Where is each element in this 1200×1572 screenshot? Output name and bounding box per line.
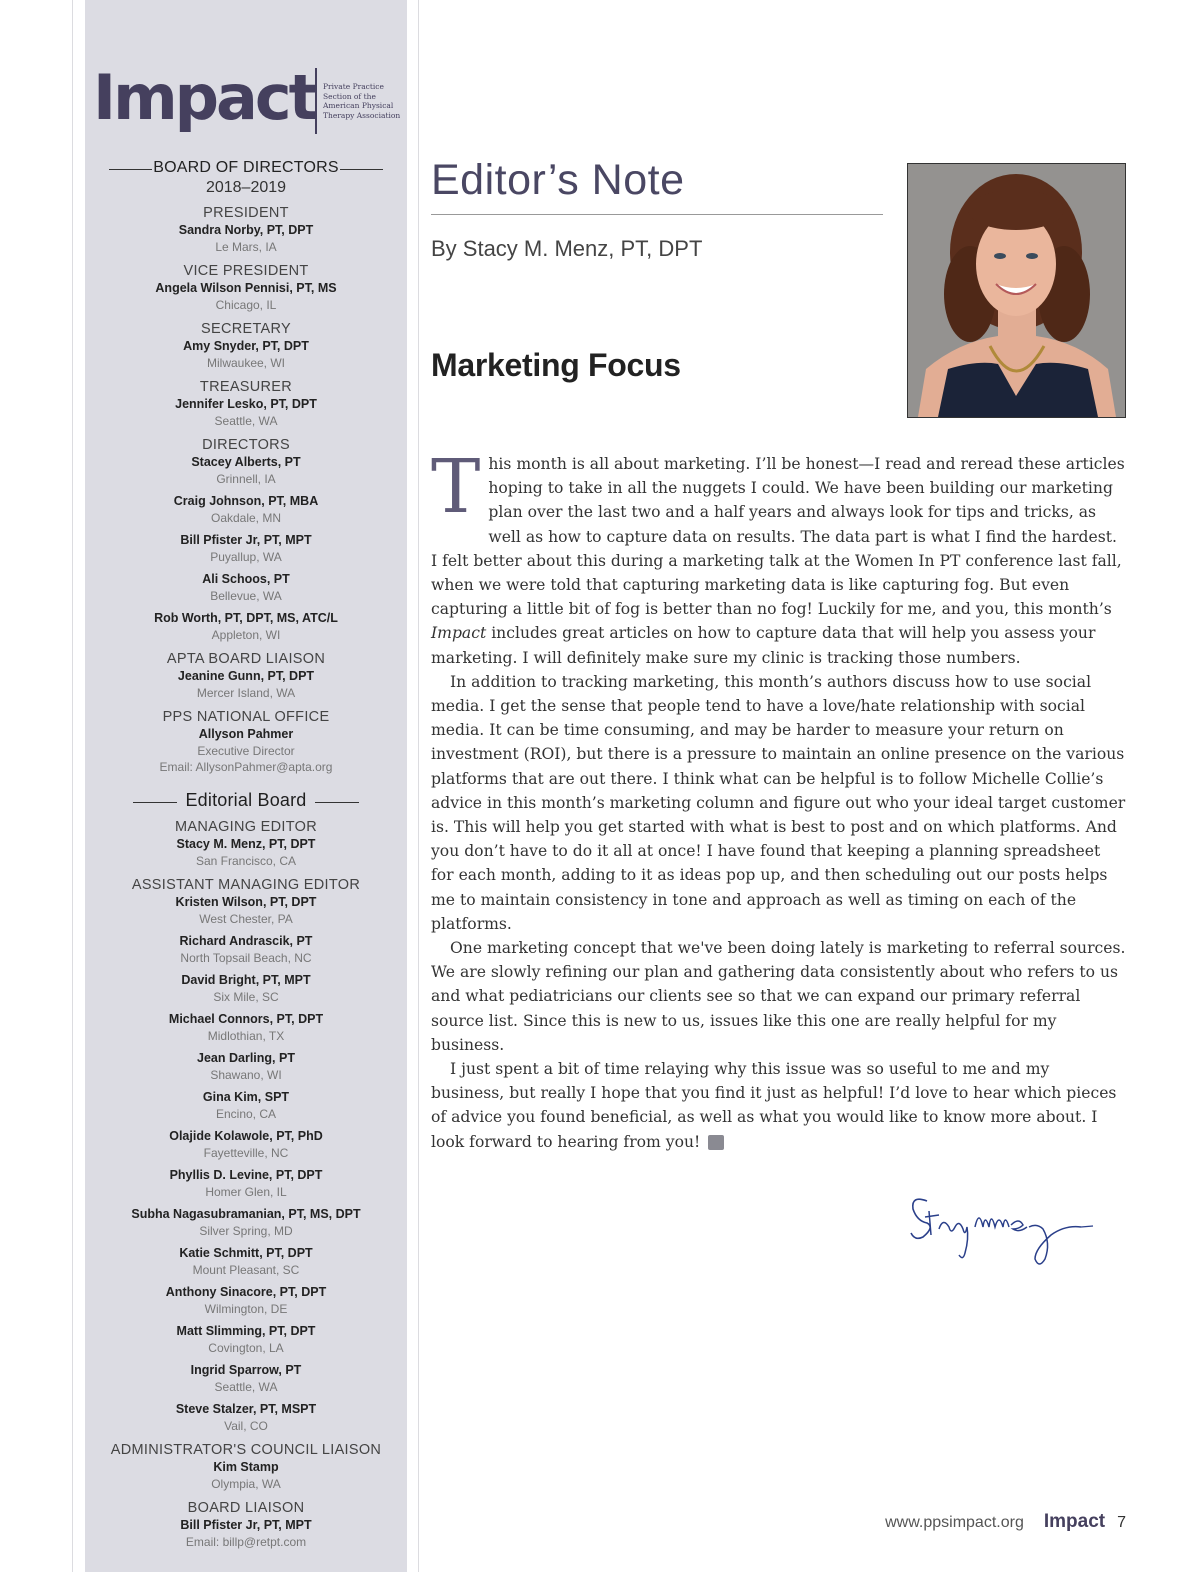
member-name: Rob Worth, PT, DPT, MS, ATC/L (154, 611, 338, 625)
board-list (85, 159, 407, 775)
paragraph: I just spent a bit of time relaying why this issue was so useful to me and my business, but really I hope that you find it just as helpful! I’d love to hear which pieces of advice you found beneficial, as well as what you would like to know more about. I look forward to hearing from you! I (431, 1060, 1117, 1151)
role-apta-liaison: APTA BOARD LIAISON (166, 651, 326, 667)
member-location: Vail, CO (224, 1419, 268, 1433)
member-name: Angela Wilson Pennisi, PT, MS (155, 281, 337, 295)
member-name: Anthony Sinacore, PT, DPT (165, 1285, 327, 1299)
footer-url[interactable]: www.ppsimpact.org (885, 1514, 1024, 1531)
member-location: Seattle, WA (214, 414, 278, 428)
member-location: Silver Spring, MD (199, 1224, 293, 1238)
column-rule (418, 0, 419, 1572)
page-footer (431, 1511, 1126, 1533)
member-name: Kim Stamp (213, 1460, 279, 1474)
signature (905, 1183, 1105, 1273)
member-location: Mount Pleasant, SC (192, 1263, 300, 1277)
member-location: Oakdale, MN (210, 511, 282, 525)
member-location: West Chester, PA (199, 912, 293, 926)
member-name: Sandra Norby, PT, DPT (178, 223, 314, 237)
left-margin-rule (72, 0, 73, 1572)
member-name: Richard Andrascik, PT (179, 934, 313, 948)
page-title: Editor’s Note (431, 156, 685, 204)
member-name: Bill Pfister Jr, PT, MPT (180, 533, 312, 547)
member-name: Michael Connors, PT, DPT (168, 1012, 324, 1026)
member-location: Le Mars, IA (215, 240, 277, 254)
member-title: Executive Director (197, 744, 295, 758)
logo-tagline: Private Practice Section of the American Physical Therapy Association (323, 82, 401, 120)
paragraph: One marketing concept that we've been doing lately is marketing to referral sources. We are slowly refining our plan and gathering data consistently about who refers to us and what pediatricians our clients see so that we can expand our primary referral source list. Since this is new to us, issues like this one are really helpful for my business. (431, 939, 1126, 1054)
member-location: North Topsail Beach, NC (180, 951, 312, 965)
member-name: Ingrid Sparrow, PT (190, 1363, 302, 1377)
member-location: San Francisco, CA (195, 854, 297, 868)
member-location: Seattle, WA (214, 1380, 278, 1394)
member-location: Encino, CA (215, 1107, 277, 1121)
logo-wordmark: Impact (93, 61, 316, 134)
end-mark-icon: I (708, 1135, 724, 1150)
title-divider (431, 214, 883, 215)
paragraph: In addition to tracking marketing, this month’s authors discuss how to use social media. I get the sense that people tend to have a love/hate relationship with social media. It can be time consuming, and may be harder to measure your return on investment (ROI), but there is a pressure to maintain an online presence on the various platforms that are out there. I think what can be helpful is to follow Michelle Collie’s advice in this month’s marketing column and figure out who your ideal target customer is. This will help you get started with what is best to post and on which platforms. And you don’t have to do it all at once! I have found that keeping a planning spreadsheet for each month, adding to it as ideas pop up, and then scheduling out our posts helps me to maintain consistency in tone and approach as well as timing on each of the platforms. (431, 672, 1126, 933)
role-assistant-managing-editor: ASSISTANT MANAGING EDITOR (131, 877, 361, 893)
member-name: Bill Pfister Jr, PT, MPT (180, 1518, 312, 1532)
board-years: 2018–2019 (205, 179, 287, 196)
member-location: Puyallup, WA (210, 550, 282, 564)
board-heading: BOARD OF DIRECTORS (109, 159, 383, 177)
member-location: Chicago, IL (215, 298, 277, 312)
member-location: Shawano, WI (210, 1068, 282, 1082)
member-location: Mercer Island, WA (196, 686, 296, 700)
member-location: Covington, LA (208, 1341, 284, 1355)
member-name: Matt Slimming, PT, DPT (176, 1324, 316, 1338)
footer-brand: Impact (1043, 1511, 1106, 1532)
article (431, 0, 1131, 1572)
member-name: Katie Schmitt, PT, DPT (179, 1246, 313, 1260)
logo-divider (315, 68, 317, 134)
role-directors: DIRECTORS (202, 437, 290, 453)
member-location: Midlothian, TX (207, 1029, 285, 1043)
member-location: Fayetteville, NC (203, 1146, 289, 1160)
member-name: David Bright, PT, MPT (181, 973, 311, 987)
member-location: Grinnell, IA (216, 472, 276, 486)
member-name: Olajide Kolawole, PT, PhD (169, 1129, 323, 1143)
member-name: Craig Johnson, PT, MBA (173, 494, 319, 508)
drop-cap: T (431, 444, 481, 530)
member-name: Amy Snyder, PT, DPT (183, 339, 309, 353)
masthead-sidebar (85, 0, 407, 1572)
member-location: Appleton, WI (211, 628, 281, 642)
member-location: Wilmington, DE (204, 1302, 288, 1316)
member-email[interactable]: Email: AllysonPahmer@apta.org (159, 760, 333, 774)
impact-logo (93, 60, 403, 140)
member-name: Stacy M. Menz, PT, DPT (176, 837, 316, 851)
member-location: Homer Glen, IL (205, 1185, 287, 1199)
member-name: Allyson Pahmer (198, 727, 294, 741)
member-location: Bellevue, WA (210, 589, 282, 603)
role-vice-president: VICE PRESIDENT (183, 263, 309, 279)
article-heading: Marketing Focus (431, 347, 681, 383)
member-location: Six Mile, SC (213, 990, 279, 1004)
member-name: Gina Kim, SPT (202, 1090, 290, 1104)
article-body (431, 444, 1127, 1154)
byline: By Stacy M. Menz, PT, DPT (431, 236, 703, 261)
member-name: Subha Nagasubramanian, PT, MS, DPT (131, 1207, 361, 1221)
member-name: Jeanine Gunn, PT, DPT (177, 669, 315, 683)
member-name: Kristen Wilson, PT, DPT (175, 895, 317, 909)
member-location: Milwaukee, WI (206, 356, 286, 370)
role-treasurer: TREASURER (199, 379, 293, 395)
author-photo (907, 163, 1126, 418)
paragraph: his month is all about marketing. I’ll be honest—I read and reread these articles hoping to take in all the nuggets I could. We have been building our marketing plan over the last two and a half years and always look for tips and tricks, as well as how to capture data on results. The data part is what I find the hardest. I felt better about this during a marketing talk at the Women In PT conference last fall, when we were told that capturing marketing data is like capturing fog. But even capturing a little bit of fog is better than no fog! Luckily for me, and you, this month’s Impact includes great articles on how to capture data that will help you assess your marketing. I will definitely make sure my clinic is tracking those numbers. (431, 455, 1125, 667)
member-name: Steve Stalzer, PT, MSPT (175, 1402, 317, 1416)
member-name: Phyllis D. Levine, PT, DPT (169, 1168, 323, 1182)
member-location: Olympia, WA (211, 1477, 281, 1491)
member-email[interactable]: Email: billp@retpt.com (185, 1535, 307, 1549)
role-admin-council-liaison: ADMINISTRATOR'S COUNCIL LIAISON (110, 1442, 382, 1458)
page-number: 7 (1117, 1514, 1126, 1531)
member-name: Stacey Alberts, PT (191, 455, 301, 469)
role-managing-editor: MANAGING EDITOR (175, 819, 317, 835)
editorial-list (85, 790, 407, 1550)
member-name: Ali Schoos, PT (202, 572, 290, 586)
role-board-liaison: BOARD LIAISON (187, 1500, 305, 1516)
role-secretary: SECRETARY (201, 321, 291, 337)
role-national-office: PPS NATIONAL OFFICE (162, 709, 330, 725)
member-name: Jean Darling, PT (197, 1051, 295, 1065)
member-name: Jennifer Lesko, PT, DPT (175, 397, 317, 411)
editorial-heading: Editorial Board (133, 790, 359, 811)
role-president: PRESIDENT (203, 205, 289, 221)
